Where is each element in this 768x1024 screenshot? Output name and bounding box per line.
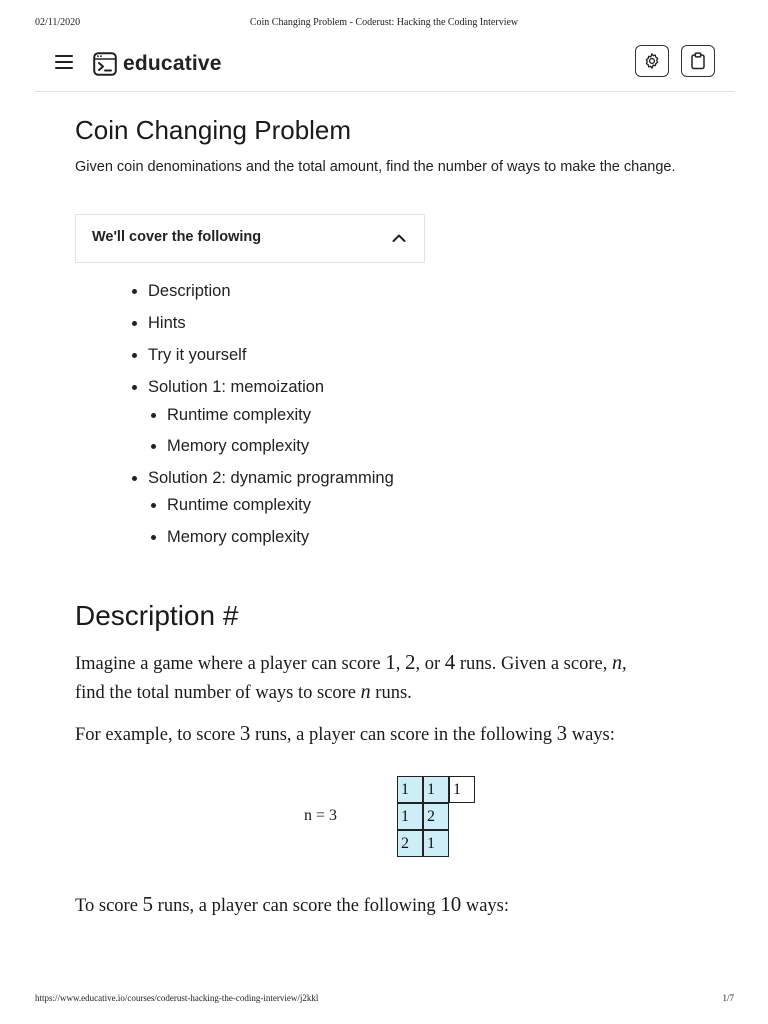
terminal-logo-icon (93, 52, 117, 76)
section-heading-description: Description # (75, 600, 239, 631)
print-title: Coin Changing Problem - Coderust: Hacking the Coding Interview (249, 17, 519, 28)
grid-cell: 2 (397, 830, 423, 857)
grid-cell: 1 (423, 830, 449, 857)
print-header (0, 17, 768, 31)
description-paragraph: Imagine a game where a player can score 1, 2, or 4 runs. Given a score, n, find the total number of ways to score n runs. (75, 650, 627, 703)
print-footer (0, 993, 768, 1007)
grid-cell: 1 (423, 776, 449, 803)
grid-cell: 1 (397, 776, 423, 803)
toc-item-hints[interactable]: Hints (148, 314, 186, 332)
page-number: 1/7 (722, 993, 734, 1003)
clipboard-button[interactable] (681, 45, 715, 77)
toc-title: We'll cover the following (92, 229, 262, 245)
toc-item-try-it-yourself[interactable]: Try it yourself (148, 346, 247, 364)
toc-item-solution-2-runtime[interactable]: Runtime complexity (167, 496, 311, 514)
chevron-up-icon[interactable] (392, 233, 406, 243)
grid-cell: 1 (397, 803, 423, 830)
toc-toggle[interactable] (75, 214, 425, 263)
toc-item-description[interactable]: Description (148, 282, 231, 300)
toc-item-solution-1[interactable]: Solution 1: memoization (148, 378, 325, 396)
top-navigation-bar (35, 40, 734, 92)
five-runs-paragraph: To score 5 runs, a player can score the following 10 ways: (75, 892, 510, 916)
page-subtitle: Given coin denominations and the total amount, find the number of ways to make the change. (75, 159, 676, 175)
toc-item-solution-1-runtime[interactable]: Runtime complexity (167, 406, 311, 424)
print-url: https://www.educative.io/courses/coderust-hacking-the-coding-interview/j2kkl (35, 993, 319, 1003)
gear-icon (643, 52, 661, 70)
grid-cell: 2 (423, 803, 449, 830)
menu-icon[interactable] (55, 55, 75, 73)
grid-cell: 1 (449, 776, 475, 803)
brand-name: educative (123, 52, 222, 75)
page-title: Coin Changing Problem (75, 115, 352, 145)
toc-item-solution-2-memory[interactable]: Memory complexity (167, 528, 310, 546)
toc-item-solution-1-memory[interactable]: Memory complexity (167, 437, 310, 455)
settings-button[interactable] (635, 45, 669, 77)
toc-item-solution-2[interactable]: Solution 2: dynamic programming (148, 469, 394, 487)
clipboard-icon (690, 52, 706, 70)
print-date: 02/11/2020 (35, 17, 81, 28)
example-paragraph: For example, to score 3 runs, a player can score in the following 3 ways: (75, 721, 615, 745)
figure-label: n = 3 (304, 807, 338, 824)
